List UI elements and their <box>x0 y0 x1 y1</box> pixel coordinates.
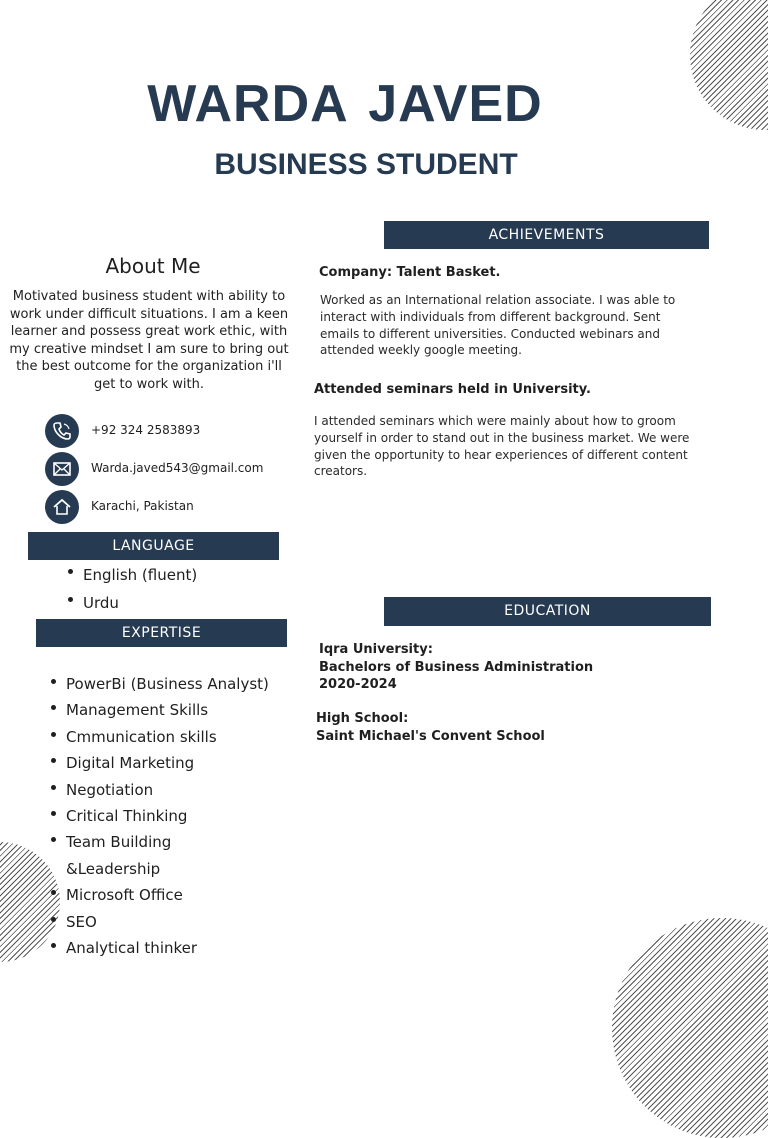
expertise-item: Microsoft Office <box>66 882 291 908</box>
achievement-title: Company: Talent Basket. <box>319 265 501 280</box>
achievement-text: I attended seminars which were mainly about how to groom yourself in order to stand out in the business market. We were given the opportunity to hear experiences of different content creators. <box>314 414 690 479</box>
decorative-circle-bottom-right <box>612 918 768 1138</box>
education-label: High School: <box>316 711 409 726</box>
expertise-item: PowerBi (Business Analyst) <box>66 671 291 697</box>
envelope-icon <box>45 452 79 486</box>
resume-name: WARDA JAVED <box>147 75 543 133</box>
location-text: Karachi, Pakistan <box>91 499 194 513</box>
achievements-heading: ACHIEVEMENTS <box>384 221 709 249</box>
about-text: Motivated business student with ability to work under difficult situations. I am a keen learner and possess great work ethic, with my creative mindset I am sure to bring out the best outcome for the organization i'll get to work with. <box>9 289 289 392</box>
home-icon <box>45 490 79 524</box>
language-item: Urdu <box>83 589 197 617</box>
about-heading: About Me <box>105 254 201 278</box>
phone-text: +92 324 2583893 <box>91 423 201 437</box>
expertise-item: Team Building &Leadership <box>66 829 186 882</box>
education-label: Iqra University: <box>319 642 433 657</box>
expertise-item: SEO <box>66 909 291 935</box>
education-entry <box>316 710 545 745</box>
achievement-text: Worked as an International relation associate. I was able to interact with individuals from different background. Sent emails to different universities. Conducted webinars and attended weekly google meeting. <box>320 293 676 358</box>
contact-phone <box>45 414 201 448</box>
achievement-title: Attended seminars held in University. <box>314 382 591 397</box>
phone-icon <box>45 414 79 448</box>
expertise-list <box>66 671 291 961</box>
decorative-circle-top-right <box>690 0 768 130</box>
education-years: 2020-2024 <box>319 677 397 692</box>
education-degree: Bachelors of Business Administration <box>319 659 594 675</box>
education-entry <box>319 641 593 694</box>
language-list <box>83 561 197 617</box>
resume-title: BUSINESS STUDENT <box>214 148 518 181</box>
contact-location <box>45 490 194 524</box>
email-text[interactable]: Warda.javed543@gmail.com <box>91 461 264 475</box>
expertise-item: Negotiation <box>66 777 291 803</box>
language-heading: LANGUAGE <box>28 532 279 560</box>
education-heading: EDUCATION <box>384 597 711 626</box>
expertise-item: Management Skills <box>66 697 291 723</box>
contact-email <box>45 452 264 486</box>
education-school: Saint Michael's Convent School <box>316 728 545 744</box>
expertise-item: Cmmunication skills <box>66 724 291 750</box>
expertise-item: Analytical thinker <box>66 935 291 961</box>
expertise-item: Digital Marketing <box>66 750 291 776</box>
expertise-heading: EXPERTISE <box>36 619 287 647</box>
expertise-item: Critical Thinking <box>66 803 291 829</box>
language-item: English (fluent) <box>83 561 197 589</box>
